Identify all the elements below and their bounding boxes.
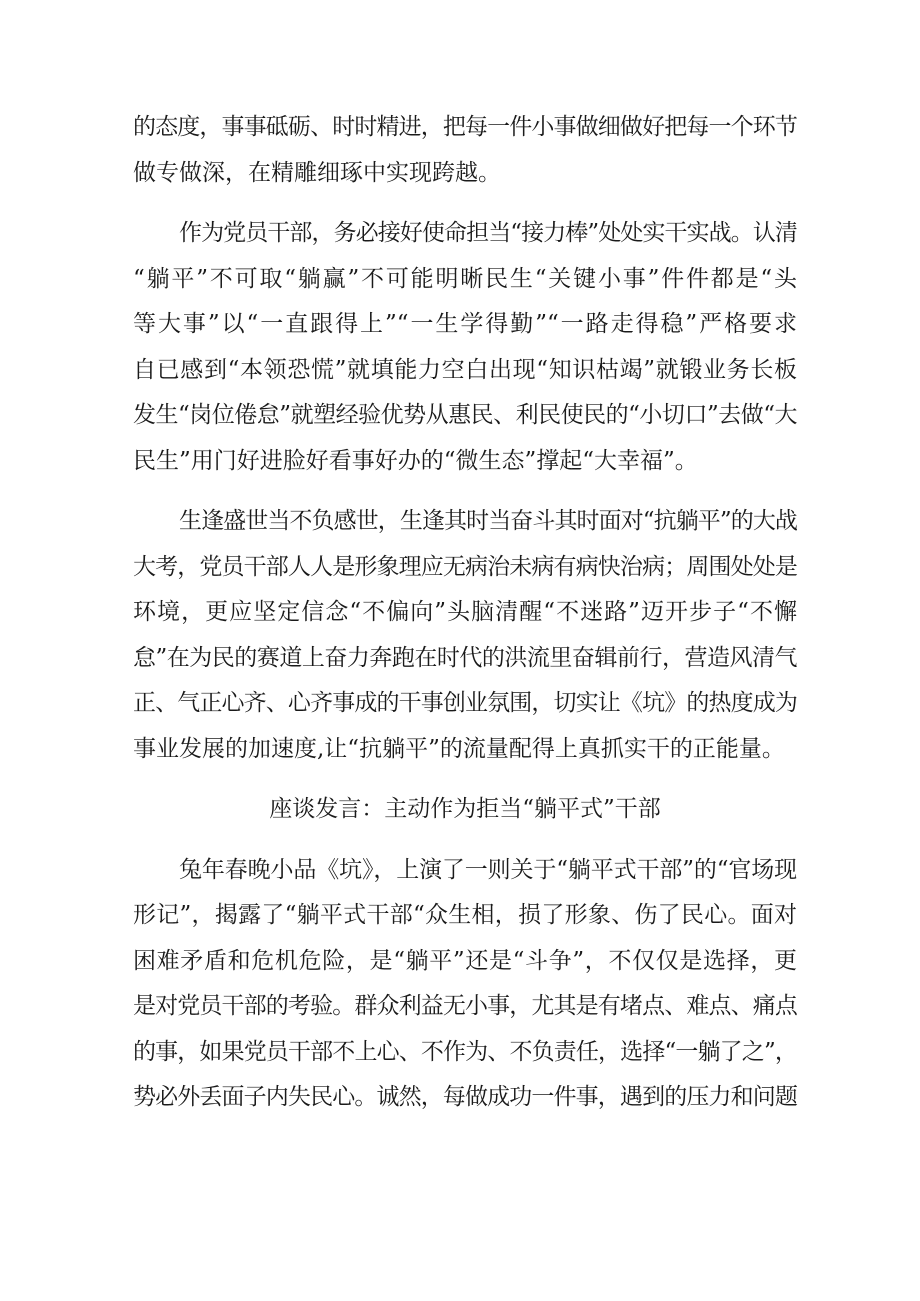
paragraph-line: 环境，更应坚定信念“不偏向”头脑清醒“不迷路”迈开步子“不懈 <box>133 599 797 625</box>
paragraph-line: 困难矛盾和危机危险，是“躺平”还是“斗争”，不仅仅是选择，更 <box>133 947 797 974</box>
paragraph-line: “躺平”不可取“躺赢”不可能明晰民生“关键小事”件件都是“头 <box>133 265 797 292</box>
section-heading: 座谈发言：主动作为拒当“躺平式”干部 <box>269 796 661 822</box>
paragraph-line: 做专做深，在精雕细琢中实现跨越。 <box>133 159 501 186</box>
paragraph-line: 生逢盛世当不负感世，生逢其时当奋斗其时面对“抗躺平”的大战 <box>179 508 797 534</box>
paragraph-line: 势必外丢面子内失民心。诚然，每做成功一件事，遇到的压力和问题 <box>133 1084 798 1110</box>
document-body <box>133 105 797 1121</box>
paragraph-line: 民生”用门好进脸好看事好办的“微生态”撑起“大幸福”。 <box>133 447 698 474</box>
paragraph-3 <box>133 499 797 772</box>
paragraph-line: 事业发展的加速度,让“抗躺平”的流量配得上真抓实干的正能量。 <box>133 735 785 762</box>
paragraph-4 <box>133 848 797 1121</box>
paragraph-line: 发生“岗位倦怠”就塑经验优势从惠民、利民使民的“小切口”去做“大 <box>133 402 797 428</box>
paragraph-line: 怠”在为民的赛道上奋力奔跑在时代的洪流里奋辑前行，营造风清气 <box>133 644 797 671</box>
paragraph-1 <box>133 105 797 196</box>
paragraph-line: 兔年春晚小品《坑》，上演了一则关于“躺平式干部”的“官场现 <box>179 856 797 883</box>
paragraph-line: 等大事”以“一直跟得上”“一生学得勤”“一路走得稳”严格要求 <box>133 311 797 337</box>
paragraph-line: 的事，如果党员干部不上心、不作为、不负责任，选择“一躺了之”， <box>133 1038 797 1065</box>
paragraph-2 <box>133 211 797 484</box>
paragraph-line: 的态度，事事砥砺、时时精进，把每一件小事做细做好把每一个环节 <box>133 114 798 140</box>
paragraph-line: 形记”，揭露了“躺平式干部“众生相，损了形象、伤了民心。面对 <box>133 902 797 928</box>
paragraph-line: 自已感到“本领恐慌”就填能力空白出现“知识枯竭”就锻业务长板 <box>133 356 797 383</box>
paragraph-line: 作为党员干部，务必接好使命担当“接力棒”处处实干实战。认清 <box>179 220 797 246</box>
paragraph-line: 是对党员干部的考验。群众利益无小事，尤其是有堵点、难点、痛点 <box>133 993 798 1019</box>
paragraph-line: 正、气正心齐、心齐事成的干事创业氛围，切实让《坑》的热度成为 <box>133 690 798 716</box>
paragraph-line: 大考，党员干部人人是形象理应无病治未病有病快治病；周围处处是 <box>133 553 798 580</box>
